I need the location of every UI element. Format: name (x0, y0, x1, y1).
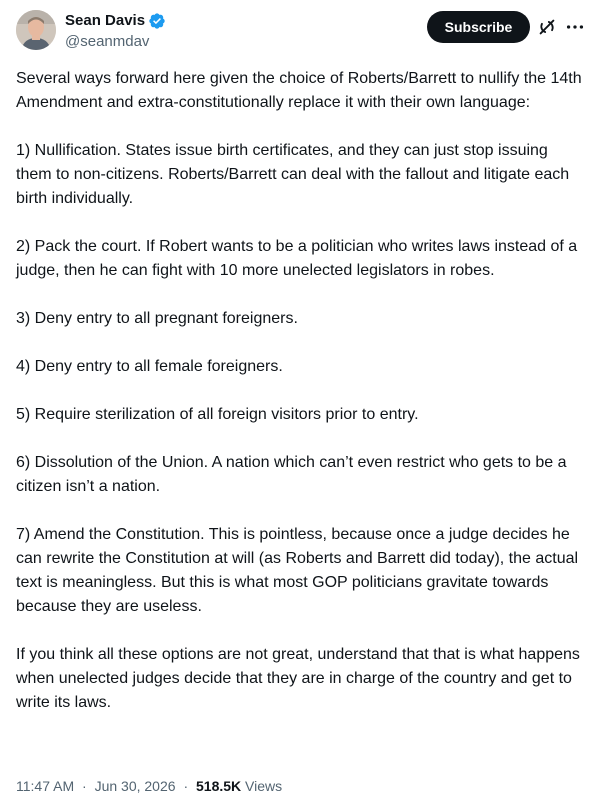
tweet-header (16, 10, 582, 54)
tweet-paragraph: 5) Require sterilization of all foreign visitors prior to entry. (16, 406, 419, 423)
tweet-time[interactable]: 11:47 AM (16, 778, 75, 794)
tweet-paragraph: 3) Deny entry to all pregnant foreigners. (16, 310, 298, 327)
tweet-paragraph: 4) Deny entry to all female foreigners. (16, 358, 283, 375)
avatar[interactable] (16, 10, 56, 50)
author-info (65, 11, 166, 52)
tweet-paragraph: If you think all these options are not great, understand that that is what happens when unelected judges decide that they are in charge of the country and get to write its laws. (16, 646, 580, 711)
tweet-paragraph: 1) Nullification. States issue birth certificates, and they can just stop issuing them to non-citizens. Roberts/Barrett can deal with the fallout and litigate each birth individually. (16, 142, 570, 207)
tweet-paragraph: 6) Dissolution of the Union. A nation which can’t even restrict who gets to be a citizen isn’t a nation. (16, 454, 567, 495)
views-label: Views (245, 778, 283, 794)
tweet-meta (16, 776, 282, 796)
grok-icon[interactable] (536, 16, 558, 38)
meta-separator: · (82, 778, 87, 794)
author-display-name[interactable]: Sean Davis (65, 12, 146, 29)
tweet-date[interactable]: Jun 30, 2026 (94, 778, 176, 794)
author-handle[interactable]: @seanmdav (65, 33, 150, 50)
avatar-photo (16, 10, 56, 50)
subscribe-button[interactable]: Subscribe (427, 11, 530, 43)
tweet-paragraph: 2) Pack the court. If Robert wants to be a politician who writes laws instead of a judge, then he can fight with 10 more unelected legislators in robes. (16, 238, 578, 279)
views-count: 518.5K (196, 778, 242, 794)
meta-separator: · (183, 778, 189, 794)
more-options-icon[interactable] (564, 16, 586, 38)
verified-badge-icon (148, 12, 166, 30)
tweet-paragraph: 7) Amend the Constitution. This is pointless, because once a judge decides he can rewrite the Constitution at will (as Roberts and Barrett did today), the actual text is meaningless. But this is what most GOP politicians gravitate towards because they are useless. (16, 526, 579, 615)
tweet-text (16, 67, 582, 715)
tweet-paragraph: Several ways forward here given the choice of Roberts/Barrett to nullify the 14th Amendment and extra-constitutionally replace it with their own language: (16, 70, 582, 111)
